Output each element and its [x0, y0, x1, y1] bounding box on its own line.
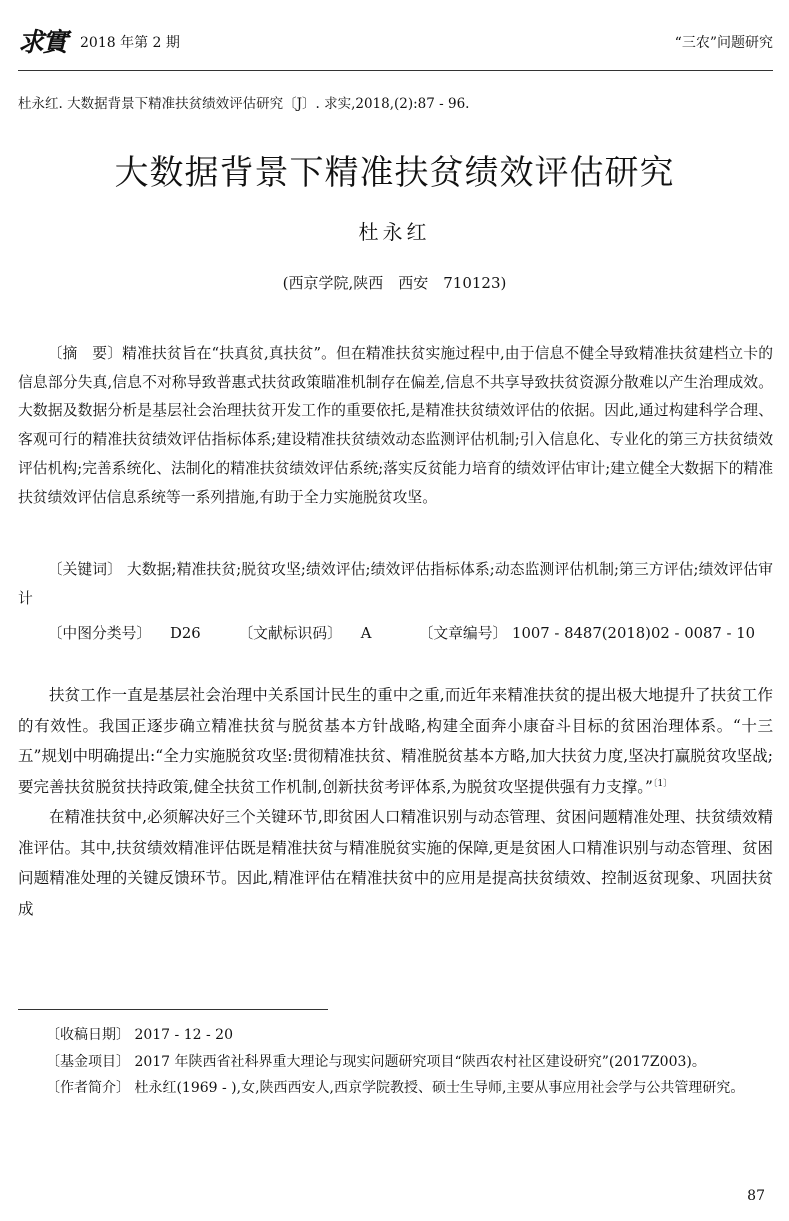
- abstract-label: 〔摘 要〕: [47, 345, 123, 362]
- author-name: 杜永红: [358, 220, 431, 244]
- body-text: [18, 680, 773, 924]
- paper-title: 大数据背景下精准扶贫绩效评估研究: [114, 153, 675, 193]
- classification-line: [18, 620, 773, 648]
- keywords-text: 大数据;精准扶贫;脱贫攻坚;绩效评估;绩效评估指标体系;动态监测评估机制;第三方评估;绩效评估审计: [18, 561, 773, 607]
- body-paragraph: 扶贫工作一直是基层社会治理中关系国计民生的重中之重,而近年来精准扶贫的提出极大地提升了扶贫工作的有效性。我国正逐步确立精准扶贫与脱贫基本方针战略,构建全面奔小康奋斗目标的贫困治理体系。“十三五”规划中明确提出:“全力实施脱贫攻坚:贯彻精准扶贫、精准脱贫基本方略,加大扶贫力度,坚决打赢脱贫攻坚战;要完善扶贫脱贫扶持政策,健全扶贫工作机制,创新扶贫考评体系,为脱贫攻坚提供强有力支撑。”$^{〔1〕}$: [18, 686, 773, 796]
- fund-project: 〔基金项目〕 2017 年陕西省社科界重大理论与现实问题研究项目“陕西农村社区建设研究”(2017Z003)。: [46, 1053, 706, 1070]
- header-divider: [18, 70, 773, 71]
- doc-code-label: 〔文献标识码〕: [238, 625, 342, 642]
- issue-label: 2018 年第 2 期: [80, 35, 180, 51]
- footnotes: [18, 1022, 773, 1102]
- received-date: 〔收稿日期〕 2017 - 12 - 20: [46, 1027, 233, 1043]
- clc-label: 〔中图分类号〕: [47, 625, 152, 642]
- running-header: [18, 20, 773, 60]
- journal-logo: 求實: [18, 28, 67, 58]
- affiliation: (西京学院,陕西 西安 710123): [282, 274, 507, 292]
- reference-marker[interactable]: 〔1〕: [652, 778, 673, 789]
- section-label: “三农”问题研究: [674, 35, 773, 51]
- author-bio: 〔作者简介〕 杜永红(1969 - ),女,陕西西安人,西京学院教授、硕士生导师,主要从事应用社会学与公共管理研究。: [46, 1080, 745, 1096]
- clc-value: D26: [170, 625, 201, 642]
- keywords-label: 〔关键词〕: [47, 561, 123, 578]
- abstract: [18, 340, 773, 512]
- article-no-label: 〔文章编号〕: [418, 625, 508, 642]
- body-paragraph: 在精准扶贫中,必须解决好三个关键环节,即贫困人口精准识别与动态管理、贫困问题精准处理、扶贫绩效精准评估。其中,扶贫绩效精准评估既是精准扶贫与精准脱贫实施的保障,更是贫困人口精准识别与动态管理、贫困问题精准处理的关键反馈环节。因此,精准评估在精准扶贫中的应用是提高扶贫绩效、控制返贫现象、巩固扶贫成: [18, 808, 773, 918]
- doc-code-value: A: [360, 625, 372, 642]
- abstract-text: 精准扶贫旨在“扶真贫,真扶贫”。但在精准扶贫实施过程中,由于信息不健全导致精准扶贫建档立卡的信息部分失真,信息不对称导致普惠式扶贫政策瞄准机制存在偏差,信息不共享导致扶贫资源分散难以产生治理成效。大数据及数据分析是基层社会治理扶贫开发工作的重要依托,是精准扶贫绩效评估的依据。因此,通过构建科学合理、客观可行的精准扶贫绩效评估指标体系;建设精准扶贫绩效动态监测评估机制;引入信息化、专业化的第三方扶贫绩效评估机构;完善系统化、法制化的精准扶贫绩效评估系统;落实反贫能力培育的绩效评估审计;建立健全大数据下的精准扶贫绩效评估信息系统等一系列措施,有助于全力实施脱贫攻坚。: [18, 345, 773, 506]
- citation-line: 杜永红. 大数据背景下精准扶贫绩效评估研究〔J〕. 求实,2018,(2):87 - 96.: [18, 96, 470, 112]
- page-number: 87: [747, 1188, 765, 1204]
- keywords: [18, 556, 773, 613]
- article-no-value: 1007 - 8487(2018)02 - 0087 - 10: [512, 625, 756, 642]
- footnote-divider: [18, 1009, 328, 1010]
